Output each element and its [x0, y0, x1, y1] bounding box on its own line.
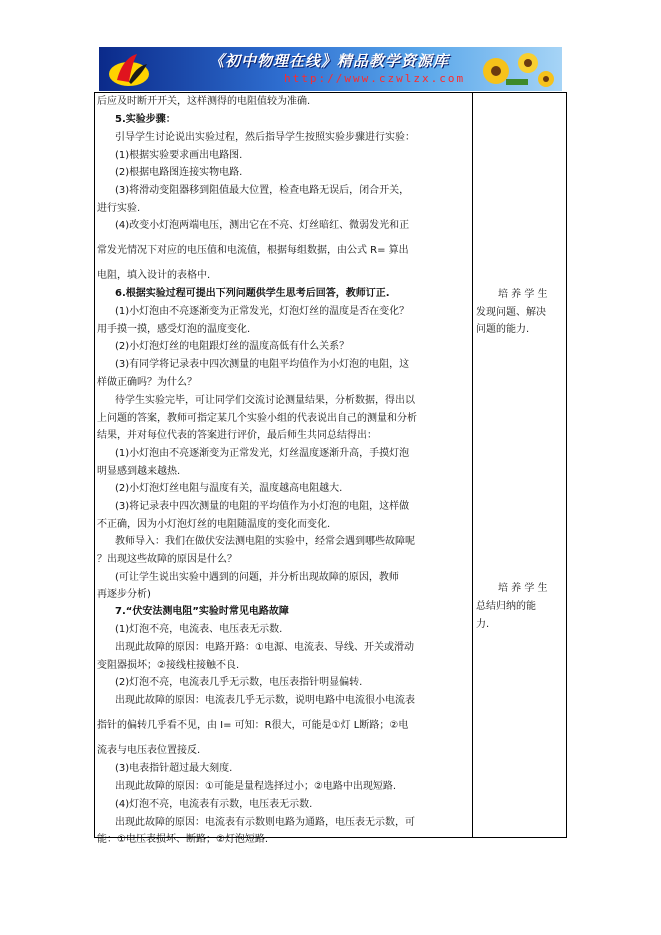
text-line: (3)有同学将记录表中四次测量的电阻平均值作为小灯泡的电阻，这 — [115, 359, 410, 370]
text-line: (3)将记录表中四次测量的电阻的平均值作为小灯泡的电阻，这样做 — [115, 501, 410, 512]
text-line: (可让学生说出实验中遇到的问题，并分析出现故障的原因，教师 — [115, 572, 399, 583]
side-note-line: 问题的能力. — [476, 324, 530, 335]
side-note-line: 培 养 学 生 — [498, 583, 548, 594]
text-line: (2)小灯泡灯丝的电阻跟灯丝的温度高低有什么关系？ — [115, 341, 350, 352]
text-line: (3)将滑动变阻器移到阻值最大位置，检查电路无误后，闭合开关， — [115, 185, 410, 196]
text-line: 再逐步分析) — [97, 589, 151, 600]
section-heading: 7.“伏安法测电阻”实验时常见电路故障 — [115, 606, 289, 617]
side-note-line: 总结归纳的能 — [476, 601, 536, 612]
text-line: (3)电表指针超过最大刻度. — [115, 763, 233, 774]
site-logo-icon — [107, 50, 151, 88]
lesson-table — [94, 92, 567, 845]
side-note-line: 力. — [476, 619, 490, 630]
text-line: 出现此故障的原因：电流表几乎无示数，说明电路中电流很小电流表 — [115, 695, 415, 706]
sunflower-decoration — [476, 49, 556, 89]
text-line: 进行实验. — [97, 203, 141, 214]
section-heading: 6.根据实验过程可提出下列问题供学生思考后回答，教师订正. — [115, 288, 390, 299]
text-line: 结果，并对每位代表的答案进行评价，最后师生共同总结得出： — [97, 430, 377, 441]
text-line: (1)灯泡不亮，电流表、电压表无示数. — [115, 624, 283, 635]
text-line: (2)小灯泡灯丝电阻与温度有关，温度越高电阻越大. — [115, 483, 343, 494]
text-line: 不正确，因为小灯泡灯丝的电阻随温度的变化而变化. — [97, 519, 331, 530]
text-line: 常发光情况下对应的电压值和电流值，根据每组数据，由公式 R= 算出 — [97, 245, 409, 256]
text-line: 用手摸一摸，感受灯泡的温度变化. — [97, 324, 251, 335]
text-line: 引导学生讨论说出实验过程，然后指导学生按照实验步骤进行实验： — [115, 132, 415, 143]
text-line: 待学生实验完毕，可让同学们交流讨论测量结果，分析数据，得出以 — [115, 395, 415, 406]
side-note-line: 发现问题、解决 — [476, 307, 546, 318]
text-line: (4)改变小灯泡两端电压，测出它在不亮、灯丝暗红、微弱发光和正 — [115, 220, 410, 231]
text-line: ？出现这些故障的原因是什么？ — [97, 554, 237, 565]
side-note-line: 培 养 学 生 — [498, 289, 548, 300]
text-line: 出现此故障的原因：电流表有示数则电路为通路，电压表无示数，可 — [115, 817, 415, 828]
text-line: 电阻，填入设计的表格中. — [97, 270, 211, 281]
text-line: 指针的偏转几乎看不见，由 I= 可知：R很大，可能是①灯 L断路；②电 — [97, 720, 409, 731]
text-line: 明显感到越来越热. — [97, 466, 181, 477]
text-line: 样做正确吗？为什么？ — [97, 377, 197, 388]
text-line: (1)小灯泡由不亮逐渐变为正常发光，灯泡灯丝的温度是否在变化？ — [115, 306, 410, 317]
text-line: 后应及时断开开关，这样测得的电阻值较为准确. — [97, 96, 311, 107]
site-url[interactable]: http://www.czwlzx.com — [284, 72, 466, 85]
text-line: 变阻器损坏；②接线柱接触不良. — [97, 660, 240, 671]
column-divider — [472, 93, 473, 837]
text-line: (4)灯泡不亮，电流表有示数，电压表无示数. — [115, 799, 313, 810]
text-line: (2)灯泡不亮，电流表几乎无示数，电压表指针明显偏转. — [115, 677, 363, 688]
text-line: (1)小灯泡由不亮逐渐变为正常发光，灯丝温度逐渐升高，手摸灯泡 — [115, 448, 410, 459]
site-title: 《初中物理在线》精品教学资源库 — [209, 52, 450, 70]
section-heading: 5.实验步骤： — [115, 114, 176, 125]
text-line: 出现此故障的原因：①可能是量程选择过小；②电路中出现短路. — [115, 781, 397, 792]
site-banner — [99, 47, 562, 91]
text-line: 能：①电压表损坏、断路；②灯泡短路. — [97, 834, 269, 845]
text-line: 教师导入：我们在做伏安法测电阻的实验中，经常会遇到哪些故障呢 — [115, 536, 415, 547]
text-line: 上问题的答案，教师可指定某几个实验小组的代表说出自己的测量和分析 — [97, 413, 417, 424]
text-line: 出现此故障的原因：电路开路：①电源、电流表、导线、开关或滑动 — [115, 642, 414, 653]
text-line: (1)根据实验要求画出电路图. — [115, 150, 243, 161]
text-line: 流表与电压表位置接反. — [97, 745, 201, 756]
text-line: (2)根据电路图连接实物电路. — [115, 167, 243, 178]
